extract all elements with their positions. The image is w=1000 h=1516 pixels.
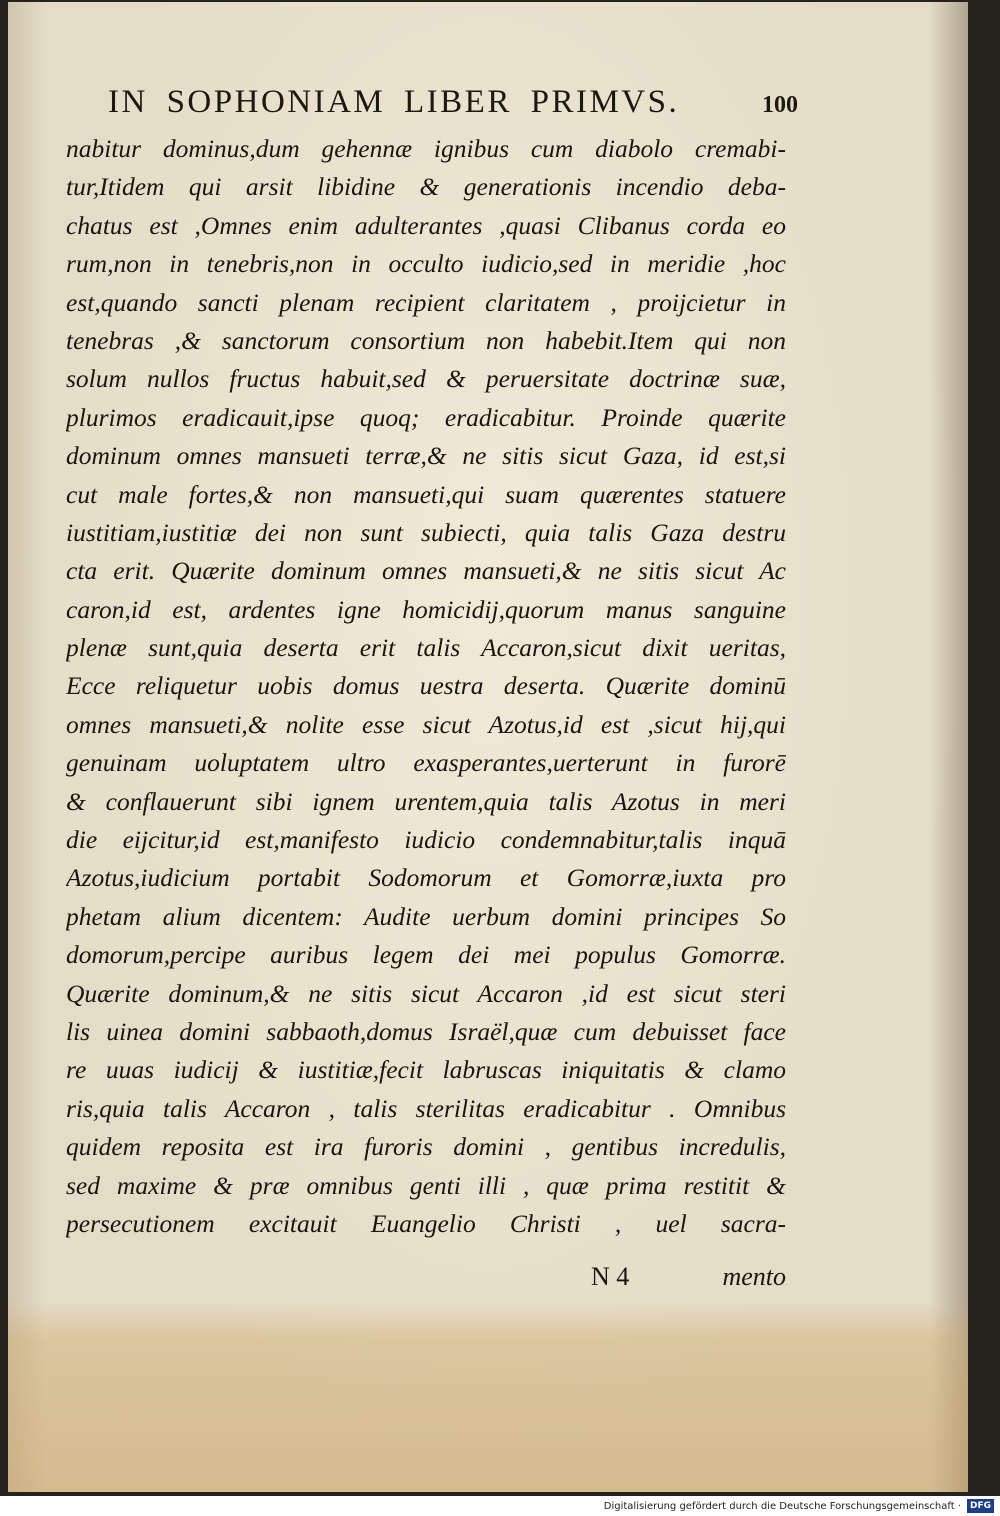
text-line: persecutionem excitauit Euangelio Christi , uel sacra-	[66, 1208, 786, 1238]
text-line: solum nullos fructus habuit,sed & peruersitate doctrinæ suæ,	[66, 364, 786, 394]
text-line: Azotus,iudicium portabit Sodomorum et Gomorræ,iuxta pro	[66, 863, 786, 893]
text-line: tur,Itidem qui arsit libidine & generationis incendio deba-	[66, 172, 786, 202]
credit-text: Digitalisierung gefördert durch die Deutsche Forschungsgemeinschaft ·	[603, 1500, 961, 1512]
signature-mark: N 4	[591, 1262, 630, 1291]
running-title: IN SOPHONIAM LIBER PRIMVS.	[108, 84, 680, 120]
text-line: & conflauerunt sibi ignem urentem,quia talis Azotus in meri	[66, 786, 786, 816]
text-line: genuinam uoluptatem ultro exasperantes,uerterunt in furorē	[66, 748, 786, 778]
text-line: domorum,percipe auribus legem dei mei populus Gomorræ.	[66, 940, 786, 970]
text-line: nabitur dominus,dum gehennæ ignibus cum diabolo cremabi-	[66, 134, 786, 163]
text-line: plenæ sunt,quia deserta erit talis Accaron,sicut dixit ueritas,	[66, 633, 786, 663]
text-line: cta erit. Quærite dominum omnes mansueti,& ne sitis sicut Ac	[66, 556, 786, 586]
page-number: 100	[762, 92, 798, 118]
text-line: est,quando sancti plenam recipient claritatem , proijcietur in	[66, 287, 786, 317]
credit-bar	[0, 1496, 1000, 1516]
page-footer	[66, 1262, 786, 1302]
text-line: caron,id est, ardentes igne homicidij,quorum manus sanguine	[66, 594, 786, 624]
water-stain	[8, 1302, 968, 1492]
body-text	[66, 130, 786, 1243]
text-line: omnes mansueti,& nolite esse sicut Azotus,id est ,sicut hij,qui	[66, 709, 786, 739]
text-line: dominum omnes mansueti terræ,& ne sitis sicut Gaza, id est,si	[66, 441, 786, 471]
text-line: cut male fortes,& non mansueti,qui suam quærentes statuere	[66, 479, 786, 509]
text-line: iustitiam,iustitiæ dei non sunt subiecti, quia talis Gaza destru	[66, 517, 786, 547]
page-header	[108, 84, 798, 121]
text-line: sed maxime & præ omnibus genti illi , quæ prima restitit &	[66, 1170, 786, 1200]
text-line: Ecce reliquetur uobis domus uestra deserta. Quærite dominū	[66, 671, 786, 701]
catchword: mento	[722, 1262, 786, 1291]
text-line: quidem reposita est ira furoris domini , gentibus incredulis,	[66, 1132, 786, 1162]
dfg-logo: DFG	[967, 1499, 994, 1513]
text-line: ris,quia talis Accaron , talis sterilitas eradicabitur . Omnibus	[66, 1093, 786, 1123]
text-line: die eijcitur,id est,manifesto iudicio condemnabitur,talis inquā	[66, 825, 786, 855]
text-line: rum,non in tenebris,non in occulto iudicio,sed in meridie ,hoc	[66, 249, 786, 279]
text-line: phetam alium dicentem: Audite uerbum domini principes So	[66, 901, 786, 931]
text-line: re uuas iudicij & iustitiæ,fecit labruscas iniquitatis & clamo	[66, 1055, 786, 1085]
text-line: tenebras ,& sanctorum consortium non habebit.Item qui non	[66, 325, 786, 355]
text-line: chatus est ,Omnes enim adulterantes ,quasi Clibanus corda eo	[66, 210, 786, 240]
text-line: plurimos eradicauit,ipse quoq; eradicabitur. Proinde quærite	[66, 402, 786, 432]
text-line: lis uinea domini sabbaoth,domus Israël,quæ cum debuisset face	[66, 1016, 786, 1046]
text-line: Quærite dominum,& ne sitis sicut Accaron ,id est sicut steri	[66, 978, 786, 1008]
